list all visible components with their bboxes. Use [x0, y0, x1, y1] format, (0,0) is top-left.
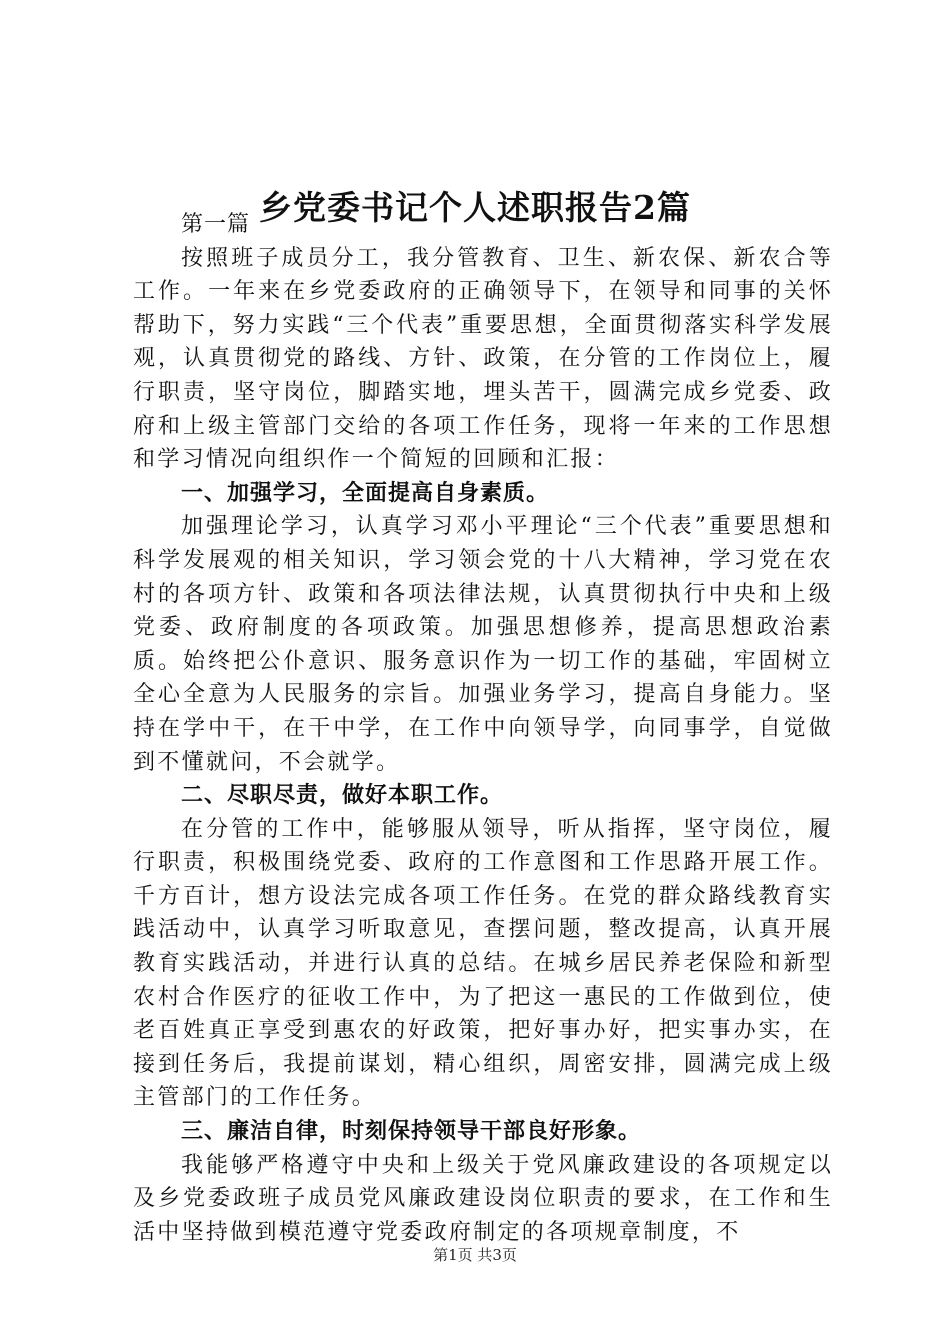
body-paragraph: 加强理论学习，认真学习邓小平理论“三个代表”重要思想和科学发展观的相关知识，学习领会党的十八大精神，学习党在农村的各项方针、政策和各项法律法规，认真贯彻执行中央和上级党委、政府制度的各项政策。加强思想修养，提高思想政治素质。始终把公仆意识、服务意识作为一切工作的基础，牢固树立全心全意为人民服务的宗旨。加强业务学习，提高自身能力。坚持在学中干，在干中学，在工作中向领导学，向同事学，自觉做到不懂就问，不会就学。: [133, 514, 833, 775]
section-heading: 三、廉洁自律，时刻保持领导干部良好形象。: [181, 1119, 642, 1145]
body-paragraph: 我能够严格遵守中央和上级关于党风廉政建设的各项规定以及乡党委政班子成员党风廉政建设岗位职责的要求，在工作和生活中坚持做到模范遵守党委政府制定的各项规章制度，不: [133, 1152, 833, 1245]
section-heading: 一、加强学习，全面提高自身素质。: [181, 480, 550, 506]
page-footer: 第1页 共3页: [433, 1246, 517, 1264]
body-paragraph: 在分管的工作中，能够服从领导，听从指挥，坚守岗位，履行职责，积极围绕党委、政府的工作意图和工作思路开展工作。千方百计，想方设法完成各项工作任务。在党的群众路线教育实践活动中，认真学习听取意见，查摆问题，整改提高，认真开展教育实践活动，并进行认真的总结。在城乡居民养老保险和新型农村合作医疗的征收工作中，为了把这一惠民的工作做到位，使老百姓真正享受到惠农的好政策，把好事办好，把实事办实，在接到任务后，我提前谋划，精心组织，周密安排，圆满完成上级主管部门的工作任务。: [133, 816, 833, 1111]
body-paragraph: 按照班子成员分工，我分管教育、卫生、新农保、新农合等工作。一年来在乡党委政府的正确领导下，在领导和同事的关怀帮助下，努力实践“三个代表”重要思想，全面贯彻落实科学发展观，认真贯彻党的路线、方针、政策，在分管的工作岗位上，履行职责，坚守岗位，脚踏实地，埋头苦干，圆满完成乡党委、政府和上级主管部门交给的各项工作任务，现将一年来的工作思想和学习情况向组织作一个简短的回顾和汇报：: [133, 245, 833, 473]
document-body: [133, 208, 833, 1249]
section-heading: 二、尽职尽责，做好本职工作。: [181, 783, 504, 809]
document-title: 乡党委书记个人述职报告2篇: [259, 188, 691, 227]
section-label: 第一篇: [181, 212, 251, 237]
